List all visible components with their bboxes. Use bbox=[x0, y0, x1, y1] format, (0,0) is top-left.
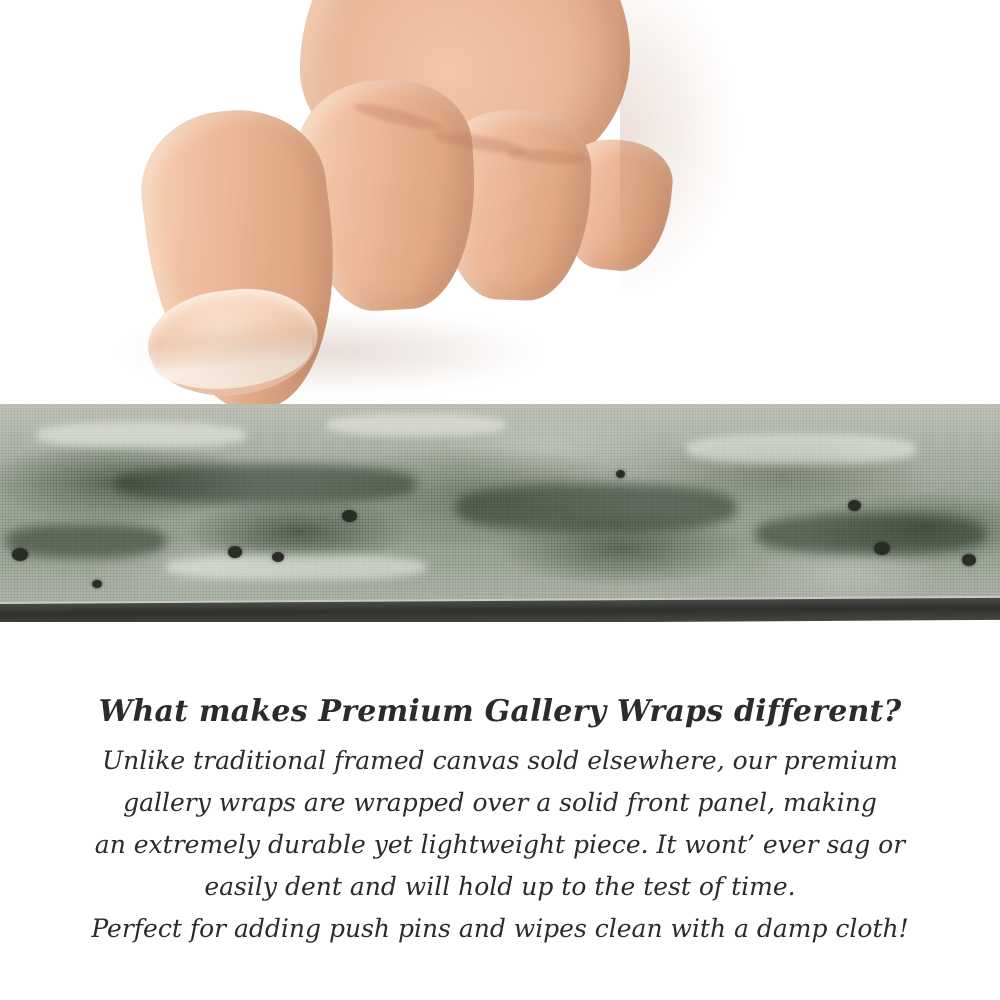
canvas-dark-streak bbox=[116, 464, 416, 504]
canvas-dark-streak bbox=[6, 524, 166, 558]
caption-block bbox=[0, 690, 1000, 950]
fingertip-shadow bbox=[120, 312, 540, 392]
canvas-dark-speck bbox=[12, 548, 28, 561]
canvas-dark-speck bbox=[272, 552, 284, 562]
canvas-light-streak bbox=[36, 422, 246, 448]
canvas-dark-speck bbox=[228, 546, 242, 558]
canvas-light-streak bbox=[686, 434, 916, 464]
hand-shadow bbox=[620, 0, 740, 300]
caption-line: an extremely durable yet lightweight piece. It wont’ ever sag or bbox=[94, 830, 906, 859]
canvas-light-streak bbox=[166, 554, 426, 580]
caption-line: Perfect for adding push pins and wipes clean with a damp cloth! bbox=[91, 914, 909, 943]
canvas-dark-streak bbox=[756, 514, 986, 554]
canvas-printed-surface bbox=[0, 404, 1000, 610]
hand-illustration bbox=[0, 0, 1000, 440]
canvas-dark-speck bbox=[616, 470, 625, 478]
caption-title: What makes Premium Gallery Wraps different? bbox=[98, 694, 902, 729]
canvas-dark-speck bbox=[848, 500, 861, 511]
canvas-dark-streak bbox=[456, 484, 736, 532]
canvas-dark-speck bbox=[962, 554, 976, 566]
caption-line: Unlike traditional framed canvas sold elsewhere, our premium bbox=[102, 746, 898, 775]
canvas-dark-speck bbox=[342, 510, 357, 522]
canvas-dark-speck bbox=[92, 580, 102, 588]
canvas-edge-strip bbox=[0, 404, 1000, 622]
canvas-dark-speck bbox=[874, 542, 890, 555]
canvas-light-streak bbox=[326, 414, 506, 436]
caption-line: gallery wraps are wrapped over a solid front panel, making bbox=[123, 788, 877, 817]
caption-line: easily dent and will hold up to the test of time. bbox=[204, 872, 796, 901]
